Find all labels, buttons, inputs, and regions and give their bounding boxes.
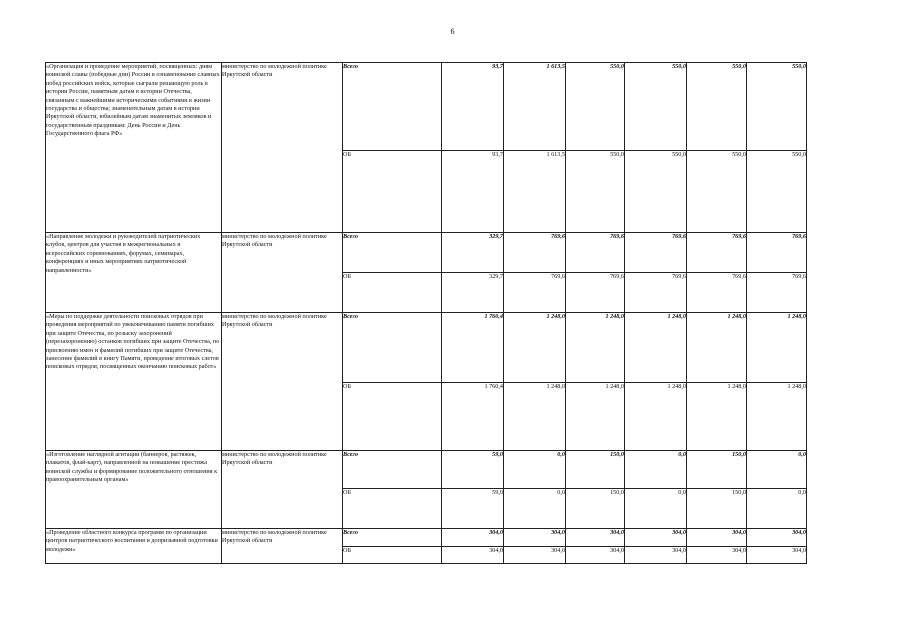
event-name-cell: «Меры по поддержке деятельности поисковых отрядов при проведения мероприятий по увековечиванию памяти погибших при защите Отечества, по розыску захоронений (перезахоронению) останков погибших при защите Отечества, по присвоению имен и фамилий погибших при защите Отечества, занесение фамилий в книгу Памяти, проведение итоговых слетов поисковых отрядов, посвященных окончанию поисковых работ» [46,313,222,451]
amount-total-cell: 0,0 [504,451,566,489]
funding-source-ob: ОБ [343,383,442,451]
amount-ob-cell: 150,0 [687,489,747,529]
table-body [46,63,807,564]
amount-total-cell: 550,0 [687,63,747,151]
amount-ob-cell: 93,7 [442,151,504,233]
amount-total-cell: 150,0 [687,451,747,489]
executor-cell: министерство по молодежной политике Иркутской области [222,313,343,451]
amount-total-cell: 1 760,4 [442,313,504,383]
amount-ob-cell: 769,6 [625,273,687,313]
table-row-total [46,63,807,151]
amount-ob-cell: 0,0 [747,489,807,529]
amount-ob-cell: 304,0 [625,547,687,564]
amount-total-cell: 769,6 [504,233,566,273]
amount-total-cell: 150,0 [566,451,625,489]
amount-total-cell: 769,6 [687,233,747,273]
funding-source-total: Всего [343,529,442,547]
event-name-cell: «Изготовление наглядной агитации (баннеров, растяжек, плакатов, флай-карт), направленной на повышение престижа воинской службы и формирование положительного отношения к правоохранительным органам» [46,451,222,529]
amount-ob-cell: 304,0 [504,547,566,564]
amount-ob-cell: 150,0 [566,489,625,529]
amount-ob-cell: 550,0 [687,151,747,233]
amount-ob-cell: 1 248,0 [687,383,747,451]
amount-ob-cell: 304,0 [566,547,625,564]
amount-ob-cell: 1 248,0 [747,383,807,451]
amount-total-cell: 769,6 [625,233,687,273]
amount-total-cell: 1 248,0 [504,313,566,383]
table-row-total [46,529,807,547]
amount-total-cell: 304,0 [687,529,747,547]
amount-total-cell: 769,6 [747,233,807,273]
funding-source-total: Всего [343,233,442,273]
amount-ob-cell: 304,0 [747,547,807,564]
amount-ob-cell: 0,0 [625,489,687,529]
amount-ob-cell: 304,0 [442,547,504,564]
executor-cell: министерство по молодежной политике Иркутской области [222,529,343,564]
executor-cell: министерство по молодежной политике Иркутской области [222,451,343,529]
amount-total-cell: 550,0 [747,63,807,151]
table-row-total [46,233,807,273]
executor-cell: министерство по молодежной политике Иркутской области [222,233,343,313]
amount-total-cell: 304,0 [747,529,807,547]
amount-ob-cell: 1 248,0 [625,383,687,451]
amount-total-cell: 304,0 [625,529,687,547]
page-number: 6 [450,27,455,36]
amount-ob-cell: 0,0 [504,489,566,529]
event-name-cell: «Организация и проведение мероприятий, посвященных: дням воинской славы (победные дни) России в ознаменование славных побед российских войск, которые сыграли решающую роль в истории России, памятным датам в истории Отечества, связанным с важнейшими историческими событиями в жизни государства и общества; знаменательным датам в истории Иркутской области, юбилейным датам знаменитых земляков и государственным праздникам: День России и День Государственного флага РФ» [46,63,222,233]
amount-total-cell: 304,0 [504,529,566,547]
amount-ob-cell: 59,0 [442,489,504,529]
amount-ob-cell: 329,7 [442,273,504,313]
amount-total-cell: 769,6 [566,233,625,273]
table-row-total [46,451,807,489]
funding-source-total: Всего [343,451,442,489]
event-name-cell: «Направление молодежи и руководителей патриотических клубов, центров для участия в межрегиональных и всероссийских соревнованиях, форумах, семинарах, конференциях и иных мероприятиях патриотической направленности» [46,233,222,313]
funding-source-total: Всего [343,313,442,383]
amount-ob-cell: 1 613,5 [504,151,566,233]
amount-ob-cell: 550,0 [625,151,687,233]
amount-total-cell: 550,0 [625,63,687,151]
budget-table [45,62,807,564]
executor-cell: министерство по молодежной политике Иркутской области [222,63,343,233]
amount-total-cell: 550,0 [566,63,625,151]
event-name-cell: «Проведение областного конкурса программ по организации центров патриотического воспитания и допризывной подготовки молодежи» [46,529,222,564]
amount-ob-cell: 1 248,0 [504,383,566,451]
funding-source-total: Всего [343,63,442,151]
amount-total-cell: 1 248,0 [687,313,747,383]
funding-source-ob: ОБ [343,547,442,564]
funding-source-ob: ОБ [343,151,442,233]
amount-ob-cell: 769,6 [747,273,807,313]
amount-total-cell: 1 248,0 [625,313,687,383]
amount-ob-cell: 769,6 [687,273,747,313]
amount-total-cell: 304,0 [442,529,504,547]
amount-total-cell: 1 613,5 [504,63,566,151]
amount-ob-cell: 550,0 [747,151,807,233]
amount-total-cell: 329,7 [442,233,504,273]
amount-total-cell: 1 248,0 [747,313,807,383]
amount-ob-cell: 550,0 [566,151,625,233]
amount-total-cell: 304,0 [566,529,625,547]
amount-ob-cell: 769,6 [566,273,625,313]
amount-ob-cell: 304,0 [687,547,747,564]
amount-total-cell: 1 248,0 [566,313,625,383]
amount-ob-cell: 769,6 [504,273,566,313]
amount-ob-cell: 1 760,4 [442,383,504,451]
amount-total-cell: 0,0 [625,451,687,489]
funding-source-ob: ОБ [343,273,442,313]
amount-total-cell: 59,0 [442,451,504,489]
amount-total-cell: 0,0 [747,451,807,489]
table-row-total [46,313,807,383]
amount-ob-cell: 1 248,0 [566,383,625,451]
amount-total-cell: 93,7 [442,63,504,151]
funding-source-ob: ОБ [343,489,442,529]
